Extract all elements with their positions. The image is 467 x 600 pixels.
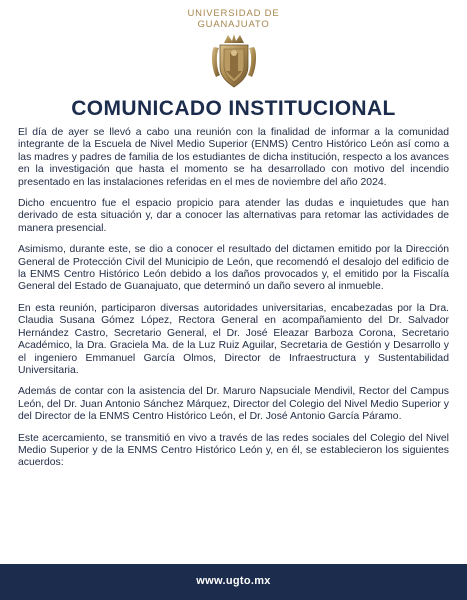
university-shield-logo: [210, 33, 258, 89]
paragraph: Asimismo, durante este, se dio a conocer el resultado del dictamen emitido por la Dirección General de Protección Civil del Municipio de León, que recomendó el desalojo del edificio de la ENMS Centro Histórico León debido a los daños provocados y, el emitido por la Fiscalía General del Estado de Guanajuato, que determinó un daño severo al inmueble.: [18, 244, 449, 293]
website-link[interactable]: www.ugto.mx: [196, 575, 271, 587]
paragraph: En esta reunión, participaron diversas autoridades universitarias, encabezadas por la Dra. Claudia Susana Gómez López, Rectora General en acompañamiento del Dr. Salvador Hernández Castro, Secretario General, el Dr. José Eleazar Barboza Corona, Secretario Académico, la Dra. Graciela Ma. de la Luz Ruiz Aguilar, Secretaria de Gestión y Desarrollo y el ingeniero Emmanuel García Olmos, Director de Infraestructura y Sustentabilidad Universitaria.: [18, 302, 449, 376]
page-title: COMUNICADO INSTITUCIONAL: [71, 97, 396, 120]
university-name: [0, 8, 467, 30]
paragraph: El día de ayer se llevó a cabo una reunión con la finalidad de informar a la comunidad integrante de la Escuela de Nivel Medio Superior (ENMS) Centro Histórico León así como a las madres y padres de familia de los estudiantes de dicha institución, respecto a los avances en la investigación que hasta el momento se ha desarrollado con motivo del incendio presentado en las instalaciones referidas en el mes de noviembre del año 2024.: [18, 127, 449, 188]
paragraph: Dicho encuentro fue el espacio propicio para atender las dudas e inquietudes que han derivado de esta situación y, dar a conocer las alternativas para retomar las actividades de manera presencial.: [18, 198, 449, 234]
paragraph: Este acercamiento, se transmitió en vivo a través de las redes sociales del Colegio del Nivel Medio Superior y de la ENMS Centro Histórico León y, en él, se establecieron los siguientes acuerdos:: [18, 432, 449, 469]
footer-bar: [0, 564, 467, 600]
paragraph: Además de contar con la asistencia del Dr. Maruro Napsuciale Mendivil, Rector del Campus León, del Dr. Juan Antonio Sánchez Márquez, Director del Colegio del Nivel Medio Superior y del Director de la ENMS Centro Histórico León, el Dr. José Antonio García Páramo.: [18, 386, 449, 423]
letterhead: [0, 0, 467, 92]
university-name-line2: GUANAJUATO: [197, 19, 270, 30]
university-name-line1: UNIVERSIDAD DE: [187, 8, 280, 19]
document-body: [18, 127, 449, 479]
